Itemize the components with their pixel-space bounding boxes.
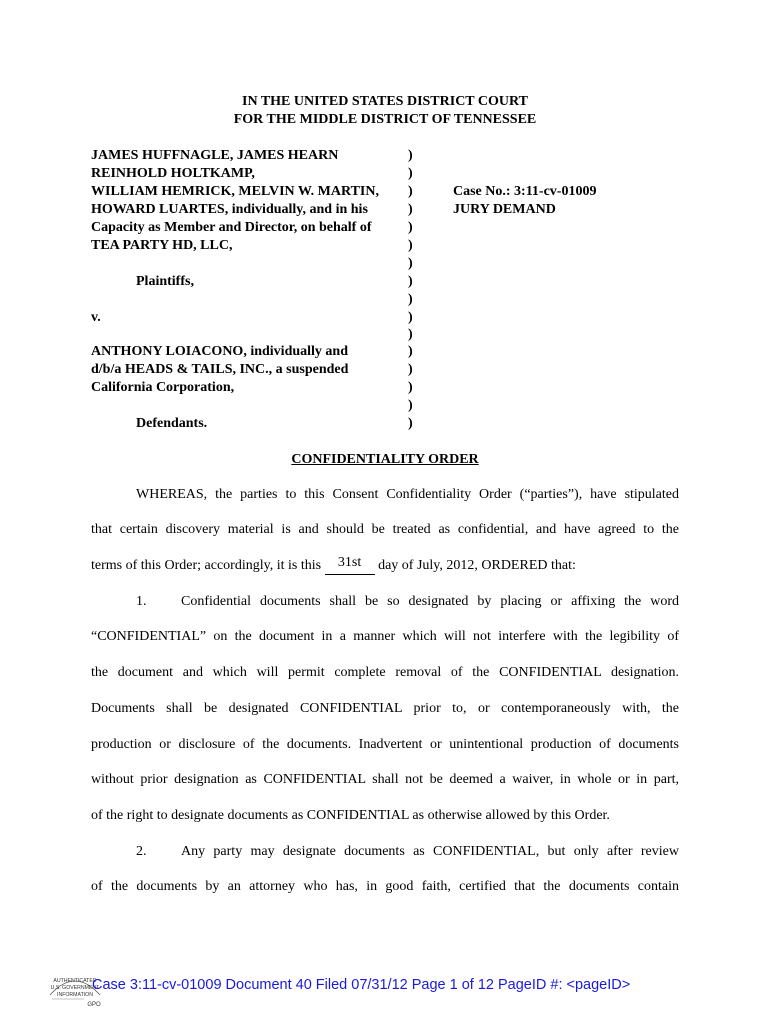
caption-paren: ) (408, 344, 413, 359)
day-value: 31st (337, 555, 362, 570)
caption-paren: ) (408, 398, 413, 413)
caption-plaintiff-line: JAMES HUFFNAGLE, JAMES HEARN (91, 148, 339, 163)
caption-paren: ) (408, 148, 413, 163)
filing-stamp: Case 3:11-cv-01009 Document 40 Filed 07/31/12 Page 1 of 12 PageID #: <pageID> (92, 977, 631, 993)
caption-paren: ) (408, 166, 413, 181)
court-name: IN THE UNITED STATES DISTRICT COURT (242, 94, 528, 109)
caption-defendant-line: ANTHONY LOIACONO, individually and (91, 344, 348, 359)
caption-paren: ) (408, 184, 413, 199)
body-line: Any party may designate documents as CONFIDENTIAL, but only after review (181, 844, 679, 859)
caption-plaintiff-line: TEA PARTY HD, LLC, (91, 238, 233, 253)
caption-paren: ) (408, 256, 413, 271)
defendants-label: Defendants. (136, 416, 208, 431)
body-line: Confidential documents shall be so designated by placing or affixing the word (181, 594, 679, 609)
paragraph-number: 1. (136, 594, 147, 609)
seal-text: INFORMATION (57, 992, 93, 998)
body-line: that certain discovery material is and should be treated as confidential, and have agreed to the (91, 522, 679, 537)
caption-paren: ) (408, 238, 413, 253)
order-title: CONFIDENTIALITY ORDER (291, 452, 479, 467)
caption-plaintiff-line: HOWARD LUARTES, individually, and in his (91, 202, 368, 217)
jury-demand: JURY DEMAND (453, 202, 556, 217)
date-suffix: day of July, 2012, ORDERED that: (378, 558, 576, 573)
body-line: without prior designation as CONFIDENTIAL shall not be deemed a waiver, in whole or in part, (91, 772, 679, 787)
caption-paren: ) (408, 380, 413, 395)
caption-paren: ) (408, 202, 413, 217)
paragraph-number: 2. (136, 844, 147, 859)
terms-prefix: terms of this Order; accordingly, it is this (91, 558, 322, 573)
caption-paren: ) (408, 310, 413, 325)
caption-plaintiff-line: REINHOLD HOLTKAMP, (91, 166, 255, 181)
seal-text: AUTHENTICATED (53, 978, 97, 984)
versus-label: v. (91, 310, 101, 325)
body-line: of the documents by an attorney who has, in good faith, certified that the documents contain (91, 879, 679, 894)
caption-paren: ) (408, 292, 413, 307)
caption-paren: ) (408, 327, 413, 342)
seal-text: U.S. GOVERNMENT (50, 985, 100, 991)
caption-defendant-line: d/b/a HEADS & TAILS, INC., a suspended (91, 362, 349, 377)
body-line: Documents shall be designated CONFIDENTIAL prior to, or contemporaneously with, the (91, 701, 679, 716)
body-line: of the right to designate documents as CONFIDENTIAL as otherwise allowed by this Order. (91, 808, 610, 823)
day-blank (325, 555, 375, 575)
body-line: the document and which will permit complete removal of the CONFIDENTIAL designation. (91, 665, 679, 680)
court-district: FOR THE MIDDLE DISTRICT OF TENNESSEE (233, 112, 537, 127)
body-line: production or disclosure of the documents. Inadvertent or unintentional production of documents (91, 737, 679, 752)
caption-plaintiff-line: Capacity as Member and Director, on behalf of (91, 220, 372, 235)
caption-paren: ) (408, 362, 413, 377)
seal-text: GPO (87, 1002, 101, 1008)
case-number: Case No.: 3:11-cv-01009 (453, 184, 597, 199)
body-line-date (91, 555, 679, 575)
caption-paren: ) (408, 274, 413, 289)
plaintiffs-label: Plaintiffs, (136, 274, 194, 289)
caption-defendant-line: California Corporation, (91, 380, 235, 395)
caption-paren: ) (408, 416, 413, 431)
body-line: WHEREAS, the parties to this Consent Confidentiality Order (“parties”), have stipulated (136, 487, 679, 502)
caption-plaintiff-line: WILLIAM HEMRICK, MELVIN W. MARTIN, (91, 184, 379, 199)
body-line: “CONFIDENTIAL” on the document in a manner which will not interfere with the legibility of (91, 629, 679, 644)
caption-paren: ) (408, 220, 413, 235)
